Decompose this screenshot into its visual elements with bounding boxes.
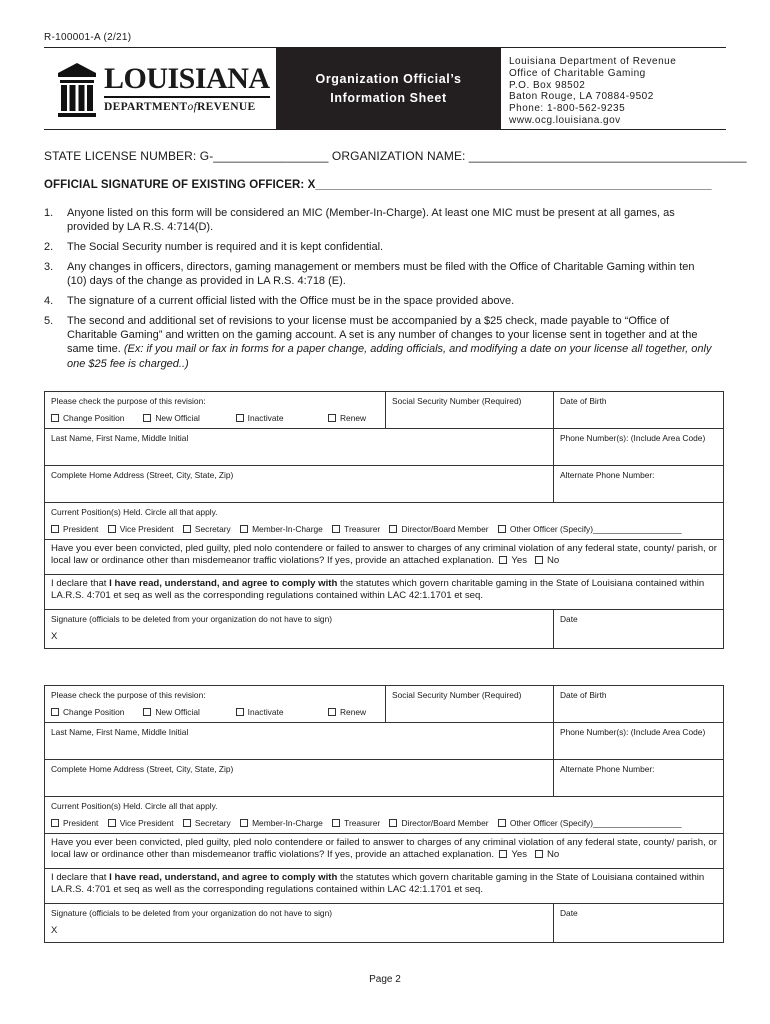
form-number: R-100001-A (2/21) xyxy=(44,32,132,43)
inactivate-checkbox[interactable]: Inactivate xyxy=(236,707,326,717)
home-address-field[interactable]: Complete Home Address (Street, City, State, Zip) xyxy=(51,764,234,774)
checkbox-icon xyxy=(332,819,340,827)
checkbox-icon xyxy=(328,708,336,716)
director-board-member-checkbox[interactable]: Director/Board Member xyxy=(389,524,488,534)
change-position-checkbox[interactable]: Change Position xyxy=(51,413,141,423)
checkbox-icon xyxy=(108,525,116,533)
secretary-checkbox[interactable]: Secretary xyxy=(183,818,231,828)
sheet-title-line2: Information Sheet xyxy=(330,90,447,105)
change-position-checkbox[interactable]: Change Position xyxy=(51,707,141,717)
renew-checkbox[interactable]: Renew xyxy=(328,707,366,717)
instructions-list xyxy=(44,206,714,376)
treasurer-checkbox[interactable]: Treasurer xyxy=(332,524,380,534)
checkbox-icon xyxy=(535,850,543,858)
address-line: Louisiana Department of Revenue xyxy=(509,56,677,67)
president-checkbox[interactable]: President xyxy=(51,524,98,534)
address-line: Office of Charitable Gaming xyxy=(509,67,646,79)
checkbox-icon xyxy=(499,850,507,858)
yes-checkbox[interactable]: Yes xyxy=(499,849,527,860)
logo-department: DEPARTMENTofREVENUE xyxy=(104,101,256,113)
checkbox-icon xyxy=(389,819,397,827)
name-field[interactable]: Last Name, First Name, Middle Initial xyxy=(51,727,189,737)
director-board-member-checkbox[interactable]: Director/Board Member xyxy=(389,818,488,828)
sheet-title xyxy=(276,47,501,130)
renew-checkbox[interactable]: Renew xyxy=(328,413,366,423)
checkbox-icon xyxy=(332,525,340,533)
treasurer-checkbox[interactable]: Treasurer xyxy=(332,818,380,828)
date-field[interactable]: Date xyxy=(553,904,723,942)
address-line: www.ocg.louisiana.gov xyxy=(509,114,621,126)
vice-president-checkbox[interactable]: Vice President xyxy=(108,818,174,828)
home-address-field[interactable]: Complete Home Address (Street, City, State, Zip) xyxy=(51,470,234,480)
signature-x-mark: X xyxy=(51,631,58,642)
positions-label: Current Position(s) Held. Circle all that apply. xyxy=(51,801,218,811)
logo xyxy=(44,47,276,130)
official-form-1 xyxy=(44,391,724,649)
instruction-item: 1. Anyone listed on this form will be considered an MIC (Member-In-Charge). At least one MIC must be present at all games, as provided by LA R.S. 4:714(D). xyxy=(44,207,675,234)
page-number: Page 2 xyxy=(369,974,401,985)
vice-president-checkbox[interactable]: Vice President xyxy=(108,524,174,534)
purpose-label: Please check the purpose of this revision: xyxy=(51,396,206,406)
other-officer-checkbox[interactable]: Other Officer (Specify)___________________ xyxy=(498,524,682,534)
conviction-question: Have you ever been convicted, pled guilty, pled nolo contendere or failed to answer to charges of any criminal violation of any federal state, county/ parish, or local law or ordinance other than misdemeanor traffic violations? If yes, provide an attached explanation. Yes No xyxy=(51,543,717,567)
positions-label: Current Position(s) Held. Circle all that apply. xyxy=(51,507,218,517)
checkbox-icon xyxy=(183,525,191,533)
dob-field[interactable]: Date of Birth xyxy=(553,392,723,428)
existing-officer-signature-line[interactable]: OFFICIAL SIGNATURE OF EXISTING OFFICER: X_____________________________________________________________ xyxy=(44,179,712,191)
compliance-declaration: I declare that I have read, understand, and agree to comply with the statutes which govern charitable gaming in the State of Louisiana contained within LA.R.S. 4:701 et seq as well as the corresponding regulations contained within LAC 42:1.1701 et seq. xyxy=(51,578,705,602)
logo-name: LOUISIANA xyxy=(104,64,270,98)
checkbox-icon xyxy=(236,414,244,422)
checkbox-icon xyxy=(499,556,507,564)
signature-x-mark: X xyxy=(51,925,58,936)
alternate-phone-field[interactable]: Alternate Phone Number: xyxy=(553,760,723,796)
purpose-label: Please check the purpose of this revision: xyxy=(51,690,206,700)
phone-field[interactable]: Phone Number(s): (Include Area Code) xyxy=(553,723,723,759)
address-line: Phone: 1-800-562-9235 xyxy=(509,103,626,115)
new-official-checkbox[interactable]: New Official xyxy=(143,413,233,423)
name-field[interactable]: Last Name, First Name, Middle Initial xyxy=(51,433,189,443)
ssn-field[interactable]: Social Security Number (Required) xyxy=(385,686,553,722)
instruction-item: 4. The signature of a current official listed with the Office must be in the space provided above. xyxy=(44,294,515,307)
date-field[interactable]: Date xyxy=(553,610,723,648)
checkbox-icon xyxy=(498,819,506,827)
signature-field[interactable]: Signature (officials to be deleted from your organization do not have to sign) X xyxy=(45,610,553,648)
sheet-title-line1: Organization Official’s xyxy=(315,71,462,86)
checkbox-icon xyxy=(108,819,116,827)
fee-example-note: (Ex: if you mail or fax in forms for a paper change, adding officials, and modifying a date on your license all together, only one $25 fee is charged..) xyxy=(67,343,712,370)
office-address xyxy=(501,47,726,130)
phone-field[interactable]: Phone Number(s): (Include Area Code) xyxy=(553,429,723,465)
member-in-charge-checkbox[interactable]: Member-In-Charge xyxy=(240,524,323,534)
inactivate-checkbox[interactable]: Inactivate xyxy=(236,413,326,423)
checkbox-icon xyxy=(51,819,59,827)
yes-checkbox[interactable]: Yes xyxy=(499,555,527,566)
address-line: Baton Rouge, LA 70884-9502 xyxy=(509,91,654,103)
instruction-item: 2. The Social Security number is required and it is kept confidential. xyxy=(44,241,384,254)
checkbox-icon xyxy=(51,708,59,716)
other-officer-checkbox[interactable]: Other Officer (Specify)___________________ xyxy=(498,818,682,828)
president-checkbox[interactable]: President xyxy=(51,818,98,828)
header xyxy=(44,47,726,130)
instruction-item: 5. The second and additional set of revisions to your license must be accompanied by a $25 check, made payable to “Office of Charitable Gaming” and written on the gaming account. A set is any number of changes to your license sent in together and at the same time. (Ex: if you mail or fax in forms for a paper change, adding officials, and modifying a date on your license all together, only one $25 fee is charged..) xyxy=(44,314,712,370)
compliance-declaration: I declare that I have read, understand, and agree to comply with the statutes which govern charitable gaming in the State of Louisiana contained within LA.R.S. 4:701 et seq as well as the corresponding regulations contained within LAC 42:1.1701 et seq. xyxy=(51,872,705,896)
signature-field[interactable]: Signature (officials to be deleted from your organization do not have to sign) X xyxy=(45,904,553,942)
checkbox-icon xyxy=(328,414,336,422)
checkbox-icon xyxy=(389,525,397,533)
no-checkbox[interactable]: No xyxy=(535,555,559,566)
checkbox-icon xyxy=(236,708,244,716)
secretary-checkbox[interactable]: Secretary xyxy=(183,524,231,534)
new-official-checkbox[interactable]: New Official xyxy=(143,707,233,717)
address-line: P.O. Box 98502 xyxy=(509,79,586,91)
alternate-phone-field[interactable]: Alternate Phone Number: xyxy=(553,466,723,502)
checkbox-icon xyxy=(535,556,543,564)
no-checkbox[interactable]: No xyxy=(535,849,559,860)
dob-field[interactable]: Date of Birth xyxy=(553,686,723,722)
official-form-2 xyxy=(44,685,724,943)
license-organization-line[interactable]: STATE LICENSE NUMBER: G-_________________ ORGANIZATION NAME: _________________________________________ xyxy=(44,149,747,163)
checkbox-icon xyxy=(240,819,248,827)
conviction-question: Have you ever been convicted, pled guilty, pled nolo contendere or failed to answer to charges of any criminal violation of any federal state, county/ parish, or local law or ordinance other than misdemeanor traffic violations? If yes, provide an attached explanation. Yes No xyxy=(51,837,717,861)
checkbox-icon xyxy=(143,708,151,716)
checkbox-icon xyxy=(183,819,191,827)
ssn-field[interactable]: Social Security Number (Required) xyxy=(385,392,553,428)
checkbox-icon xyxy=(51,414,59,422)
checkbox-icon xyxy=(51,525,59,533)
capitol-building-icon xyxy=(56,59,98,119)
checkbox-icon xyxy=(498,525,506,533)
checkbox-icon xyxy=(240,525,248,533)
instruction-item: 3. Any changes in officers, directors, gaming management or members must be filed with the Office of Charitable Gaming within ten (10) days of the change as provided in LA R.S. 4:718 (E). xyxy=(44,260,695,288)
checkbox-icon xyxy=(143,414,151,422)
member-in-charge-checkbox[interactable]: Member-In-Charge xyxy=(240,818,323,828)
